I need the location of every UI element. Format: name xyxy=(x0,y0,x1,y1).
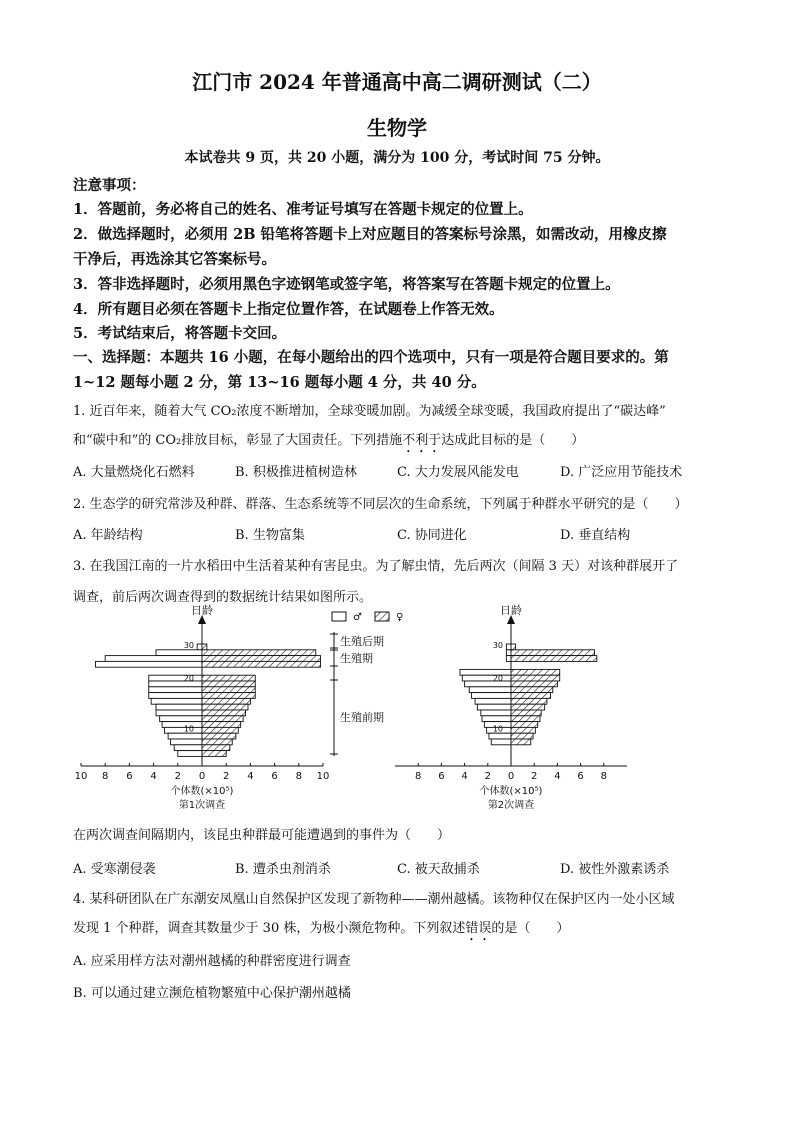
q3-option-a: A. 受寒潮侵袭 xyxy=(73,862,156,877)
note-item: 2．做选择题时，必须用 2B 铅笔将答题卡上对应题目的答案标号涂黑，如需改动，用橡皮擦 xyxy=(73,226,667,243)
male-bar xyxy=(469,687,511,693)
panel-title: 第2次调查 xyxy=(487,800,535,811)
x-tick-label: 2 xyxy=(531,771,538,782)
x-tick-label: 2 xyxy=(223,771,230,782)
female-bar xyxy=(202,745,230,751)
note-item: 5．考试结束后，将答题卡交回。 xyxy=(73,325,287,342)
male-bar xyxy=(168,733,202,739)
female-bar xyxy=(511,650,595,656)
legend-female-label: ♀ xyxy=(396,612,404,623)
y-tick-label: 20 xyxy=(492,674,503,684)
x-tick-label: 6 xyxy=(438,771,445,782)
female-bar xyxy=(202,727,238,733)
exam-summary: 本试卷共 9 页，共 20 小题，满分为 100 分，考试时间 75 分钟。 xyxy=(184,150,610,166)
x-tick-label: 6 xyxy=(126,771,133,782)
male-bar xyxy=(149,681,202,687)
q4-stem-cont: 发现 1 个种群，调查其数量少于 30 株，为极小濒危物种。下列叙述错误的是（ ） xyxy=(73,921,570,936)
q1-option-c: C. 大力发展风能发电 xyxy=(397,465,519,480)
male-bar xyxy=(475,698,511,704)
male-bar xyxy=(149,687,202,693)
female-bar xyxy=(202,704,248,710)
x-tick-label: 8 xyxy=(295,771,302,782)
x-tick-label: 0 xyxy=(507,771,515,782)
q1-stem-cont: 和“碳中和”的 CO₂排放目标，彰显了大国责任。下列措施不利于达成此目标的是（ ） xyxy=(73,433,585,448)
x-tick-label: 4 xyxy=(150,771,157,782)
female-bar xyxy=(511,644,516,650)
male-bar xyxy=(156,704,202,710)
q3-stem-cont: 调查，前后两次调查得到的数据统计结果如图所示。 xyxy=(73,590,373,605)
female-bar xyxy=(202,710,246,716)
population-pyramid-figure xyxy=(70,604,670,818)
q3-stem: 3. 在我国江南的一片水稻田中生活着某种有害昆虫。为了解虫情，先后两次（间隔 3 天）对该种群展开了 xyxy=(73,559,679,574)
x-tick-label: 2 xyxy=(174,771,181,782)
female-bar xyxy=(511,681,557,687)
female-bar xyxy=(511,733,533,739)
q1-stem: 1. 近百年来，随着大气 CO₂浓度不断增加，全球变暖加剧。为减缓全球变暖，我国政府提出了“碳达峰” xyxy=(73,404,666,419)
male-bar xyxy=(174,745,202,751)
q1-option-a: A. 大量燃烧化石燃料 xyxy=(73,465,195,480)
legend-male-label: ♂ xyxy=(353,612,362,623)
female-bar xyxy=(511,722,538,728)
y-tick-label: 10 xyxy=(183,724,194,734)
male-bar xyxy=(506,644,511,650)
female-bar xyxy=(202,693,255,699)
male-bar xyxy=(160,716,202,722)
q3-option-c: C. 被天敌捕杀 xyxy=(397,862,480,877)
q4-option-b: B. 可以通过建立濒危植物繁殖中心保护潮州越橘 xyxy=(73,986,351,1001)
female-bar xyxy=(511,716,540,722)
x-tick-label: 4 xyxy=(554,771,561,782)
male-bar xyxy=(197,644,202,650)
female-bar xyxy=(511,675,560,681)
male-bar xyxy=(151,698,202,704)
x-tick-label: 8 xyxy=(600,771,607,782)
male-bar xyxy=(491,739,511,745)
female-bar xyxy=(511,739,531,745)
female-bar xyxy=(511,656,597,662)
female-bar xyxy=(202,751,226,757)
male-bar xyxy=(506,656,511,662)
q2-option-a: A. 年龄结构 xyxy=(73,528,143,543)
x-tick-label: 10 xyxy=(74,771,88,782)
male-bar xyxy=(105,656,202,662)
stage-label: 生殖后期 xyxy=(340,635,384,648)
note-item: 4．所有题目必须在答题卡上指定位置作答，在试题卷上作答无效。 xyxy=(73,301,504,318)
q2-option-c: C. 协同进化 xyxy=(397,528,467,543)
male-bar xyxy=(178,751,202,757)
x-tick-label: 8 xyxy=(415,771,422,782)
male-bar xyxy=(149,693,202,699)
female-bar xyxy=(202,661,321,667)
y-tick-label: 20 xyxy=(183,674,194,684)
male-bar xyxy=(156,710,202,716)
x-tick-label: 4 xyxy=(461,771,468,782)
q3-option-b: B. 遭杀虫剂消杀 xyxy=(235,862,331,877)
male-bar xyxy=(462,674,511,684)
exam-title: 江门市 2024 年普通高中高二调研测试（二） xyxy=(192,70,602,94)
female-bar xyxy=(202,739,232,745)
female-bar xyxy=(511,698,547,704)
female-bar xyxy=(202,650,316,656)
section-heading: 一、选择题：本题共 16 小题，在每小题给出的四个选项中，只有一项是符合题目要求的。第 xyxy=(73,349,669,366)
q1-emphasis: 不利于 xyxy=(402,433,442,448)
x-tick-label: 6 xyxy=(577,771,584,782)
female-bar xyxy=(202,698,250,704)
q2-option-b: B. 生物富集 xyxy=(235,528,305,543)
male-bar xyxy=(477,704,511,710)
male-bar xyxy=(489,733,511,739)
female-bar xyxy=(202,656,321,662)
female-bar xyxy=(202,733,236,739)
x-tick-label: 10 xyxy=(316,771,330,782)
subject-title: 生物学 xyxy=(367,116,427,140)
male-bar xyxy=(506,650,511,656)
y-tick-label: 30 xyxy=(183,641,194,650)
q1-option-b: B. 积极推进植树造林 xyxy=(235,465,357,480)
x-axis-label: 个体数(×10⁵) xyxy=(170,786,234,797)
female-bar xyxy=(202,687,255,693)
male-bar xyxy=(482,716,511,722)
notes-heading: 注意事项： xyxy=(73,177,146,194)
stage-label: 生殖前期 xyxy=(340,711,384,724)
q3-option-d: D. 被性外激素诱杀 xyxy=(560,862,670,877)
x-tick-label: 4 xyxy=(247,771,254,782)
legend-female-swatch xyxy=(375,612,389,621)
section-heading-cont: 1~12 题每小题 2 分，第 13~16 题每小题 4 分，共 40 分。 xyxy=(73,374,486,391)
y-tick-label: 30 xyxy=(492,641,503,650)
female-bar xyxy=(511,704,545,710)
female-bar xyxy=(202,681,255,687)
y-axis-label: 日龄 xyxy=(500,604,522,617)
x-tick-label: 6 xyxy=(271,771,278,782)
male-bar xyxy=(472,693,511,699)
female-bar xyxy=(202,722,241,728)
female-bar xyxy=(511,693,550,699)
male-bar xyxy=(171,739,202,745)
note-item: 干净后，再选涂其它答案标号。 xyxy=(73,251,276,268)
female-bar xyxy=(202,675,255,681)
male-bar xyxy=(465,681,511,687)
panel-title: 第1次调查 xyxy=(178,800,226,811)
male-bar xyxy=(162,722,202,728)
x-tick-label: 2 xyxy=(484,771,491,782)
note-item: 1．答题前，务必将自己的姓名、准考证号填写在答题卡规定的位置上。 xyxy=(73,201,533,218)
female-bar xyxy=(511,710,541,716)
female-bar xyxy=(511,669,560,675)
note-item: 3．答非选择题时，必须用黑色字迹钢笔或签字笔，将答案写在答题卡规定的位置上。 xyxy=(73,276,620,293)
x-tick-label: 0 xyxy=(198,771,206,782)
q2-option-d: D. 垂直结构 xyxy=(560,528,631,543)
q4-emphasis: 错误 xyxy=(465,921,492,936)
y-axis-label: 日龄 xyxy=(191,604,213,617)
female-bar xyxy=(202,716,243,722)
q4-stem: 4. 某科研团队在广东潮安凤凰山自然保护区发现了新物种——潮州越橘。该物种仅在保护区内一处小区域 xyxy=(73,892,675,907)
q3-question: 在两次调查间隔期内，该昆虫种群最可能遭遇到的事件为（ ） xyxy=(73,828,451,843)
q2-stem: 2. 生态学的研究常涉及种群、群落、生态系统等不同层次的生命系统，下列属于种群水平研究的是（ ） xyxy=(73,497,688,512)
male-bar xyxy=(460,669,511,675)
male-bar xyxy=(96,661,202,667)
male-bar xyxy=(149,674,202,684)
y-tick-label: 10 xyxy=(492,724,503,734)
male-bar xyxy=(481,710,511,716)
male-bar xyxy=(156,650,202,656)
x-tick-label: 8 xyxy=(102,771,109,782)
female-bar xyxy=(511,687,553,693)
q1-option-d: D. 广泛应用节能技术 xyxy=(560,465,683,480)
stage-label: 生殖期 xyxy=(340,652,373,665)
q4-option-a: A. 应采用样方法对潮州越橘的种群密度进行调查 xyxy=(73,954,351,969)
female-bar xyxy=(511,727,535,733)
female-bar xyxy=(202,644,207,650)
legend-male-swatch xyxy=(332,612,346,621)
x-axis-label: 个体数(×10⁵) xyxy=(479,786,543,797)
